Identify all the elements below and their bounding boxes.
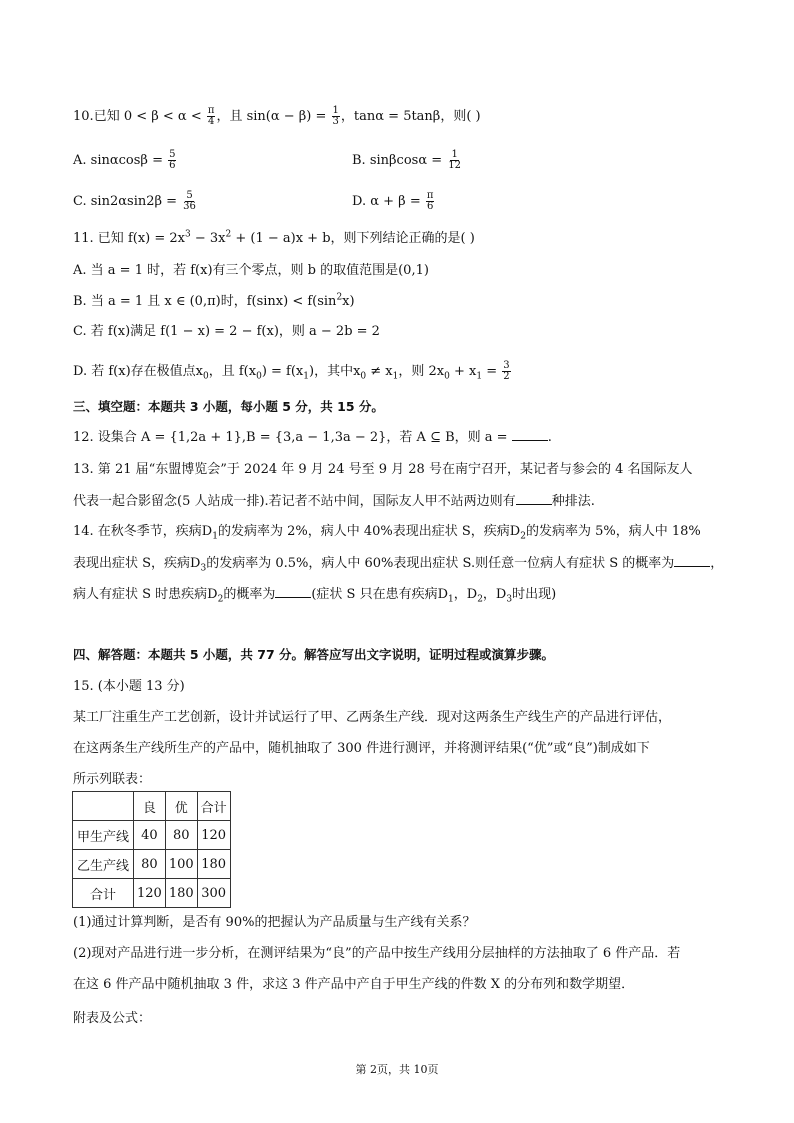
q15-paragraph-1: 某工厂注重生产工艺创新，设计并试运行了甲、乙两条生产线．现对这两条生产线生产的产品进行评估， <box>73 710 672 725</box>
table-header-cell <box>73 792 134 821</box>
q15-subquestion-2-line-2: 在这 6 件产品中随机抽取 3 件，求这 3 件产品中产自于甲生产线的件数 X 的分布列和数学期望． <box>73 977 635 992</box>
answer-blank <box>674 554 710 567</box>
table-row <box>73 821 231 850</box>
answer-blank <box>512 428 548 441</box>
table-cell: 100 <box>165 850 197 879</box>
section-title-solutions: 四、解答题：本题共 5 小题，共 77 分。解答应写出文字说明，证明过程或演算步骤。 <box>73 647 555 662</box>
table-cell: 乙生产线 <box>73 850 134 879</box>
q13-line-1: 13. 第 21 届“东盟博览会”于 2024 年 9 月 24 号至 9 月 28 号在南宁召开，某记者与参会的 4 名国际友人 <box>73 462 693 477</box>
table-cell: 甲生产线 <box>73 821 134 850</box>
table-cell: 180 <box>165 879 197 908</box>
table-header-cell: 良 <box>134 792 166 821</box>
table-row <box>73 879 231 908</box>
table-header-cell: 合计 <box>197 792 230 821</box>
table-cell: 180 <box>197 850 230 879</box>
q14-line-1: 14. 在秋冬季节，疾病$D_1$的发病率为 2%，病人中 40%表现出症状 S，疾病$D_2$的发病率为 5%，病人中 18% <box>73 524 701 542</box>
q11-option-b: B. 当 a = 1 且 x ∈ (0,π)时，$f(\sin x) < f(\sin^2x)$ <box>73 292 355 309</box>
q15-subquestion-2-line-1: (2)现对产品进行进一步分析，在测评结果为“良”的产品中按生产线用分层抽样的方法抽取了 6 件产品．若 <box>73 946 681 961</box>
q11-option-c: C. 若 f(x)满足 f(1 − x) = 2 − f(x)，则 a − 2b = 2 <box>73 324 380 339</box>
table-cell: 120 <box>197 821 230 850</box>
table-header-cell: 优 <box>165 792 197 821</box>
q13-line-2: 代表一起合影留念(5 人站成一排).若记者不站中间，国际友人甲不站两边则有 种排法. <box>73 494 595 509</box>
table-cell: 80 <box>134 850 166 879</box>
q11-option-d: D. 若 f(x)存在极值点$x_0$，且 $f(x_0) = f(x_1)$，其中$x_0 \ne x_1$，则 $2x_0 + x_1$ = $\frac{3}{2}$ <box>73 360 510 382</box>
table-cell: 合计 <box>73 879 134 908</box>
answer-blank <box>516 492 552 505</box>
fraction: $\frac{1}{3}$ <box>332 105 339 127</box>
q10-option-c: C. sin2αsin2β = $\frac{5}{36}$ <box>73 190 196 212</box>
q15-appendix-label: 附表及公式： <box>73 1011 152 1026</box>
table-cell: 120 <box>134 879 166 908</box>
table-header-row <box>73 792 231 821</box>
table-cell: 300 <box>197 879 230 908</box>
table-cell: 40 <box>134 821 166 850</box>
q15-paragraph-2: 在这两条生产线所生产的产品中，随机抽取了 300 件进行测评，并将测评结果(“优”或“良”)制成如下 <box>73 741 650 756</box>
q11-stem: 11. 已知 $f(x) = 2x^3 - 3x^2 + (1 - a)x + b$，则下列结论正确的是( ) <box>73 229 475 246</box>
contingency-table <box>72 791 231 908</box>
q10-option-d: D. α + β = $\frac{\pi}{6}$ <box>352 190 434 212</box>
fraction: $\frac{\pi}{4}$ <box>207 105 215 127</box>
answer-blank <box>275 585 311 598</box>
table-cell: 80 <box>165 821 197 850</box>
section-title-fill-in: 三、填空题：本题共 3 小题，每小题 5 分，共 15 分。 <box>73 399 384 414</box>
q12: 12. 设集合 A = {1,2a + 1},B = {3,a − 1,3a − 2}，若 A ⊆ B，则 a = . <box>73 430 552 445</box>
fraction: $\frac{3}{2}$ <box>503 360 510 382</box>
fraction: $\frac{5}{6}$ <box>169 149 176 171</box>
q15-heading: 15. (本小题 13 分) <box>73 679 185 694</box>
q11-option-a: A. 当 a = 1 时，若 f(x)有三个零点，则 b 的取值范围是(0,1) <box>73 263 429 278</box>
q15-subquestion-1: (1)通过计算判断，是否有 90%的把握认为产品质量与生产线有关系？ <box>73 915 476 930</box>
q10-option-b: B. sinβcosα = $\frac{1}{12}$ <box>352 149 461 171</box>
q15-paragraph-3: 所示列联表： <box>73 772 152 787</box>
page-footer: 第 2页，共 10页 <box>355 1063 439 1076</box>
fraction: $\frac{\pi}{6}$ <box>426 190 434 212</box>
q10-stem: 10.已知 0 < β < α < $\frac{\pi}{4}$ ，且 sin(α − β) = $\frac{1}{3}$ ，tanα = 5tanβ，则( ) <box>73 105 481 127</box>
q14-line-2: 表现出症状 S，疾病$D_3$的发病率为 0.5%，病人中 60%表现出症状 S.则任意一位病人有症状 S 的概率为 ， <box>73 556 724 574</box>
q14-line-3: 病人有症状 S 时患疾病$D_2$的概率为 (症状 S 只在患有疾病$D_1$，$D_2$，$D_3$时出现) <box>73 587 557 605</box>
fraction: $\frac{1}{12}$ <box>448 149 461 171</box>
q10-option-a: A. sinαcosβ = $\frac{5}{6}$ <box>73 149 176 171</box>
table-row <box>73 850 231 879</box>
fraction: $\frac{5}{36}$ <box>183 190 196 212</box>
